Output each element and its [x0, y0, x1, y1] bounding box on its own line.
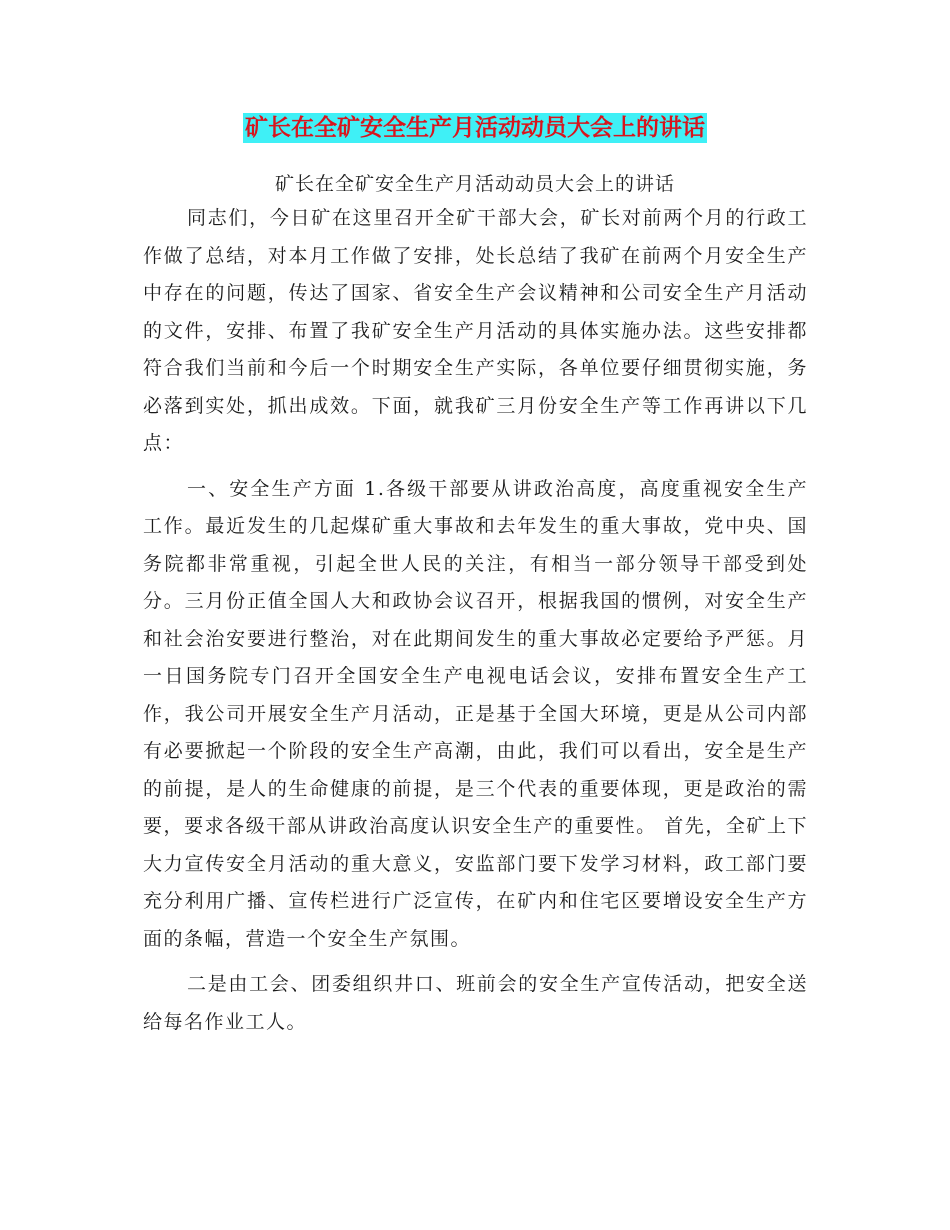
paragraph-3: 二是由工会、团委组织井口、班前会的安全生产宣传活动，把安全送给每名作业工人。: [143, 973, 808, 1033]
title-container: [0, 113, 950, 143]
document-body: [143, 200, 808, 1041]
paragraph-2: 一、安全生产方面 1.各级干部要从讲政治高度，高度重视安全生产工作。最近发生的几起煤矿重大事故和去年发生的重大事故，党中央、国务院都非常重视，引起全世人民的关注，有相当一部分领导干部受到处分。三月份正值全国人大和政协会议召开，根据我国的惯例，对安全生产和社会治安要进行整治，对在此期间发生的重大事故必定要给予严惩。月一日国务院专门召开全国安全生产电视电话会议，安排布置安全生产工作，我公司开展安全生产月活动，正是基于全国大环境，更是从公司内部有必要掀起一个阶段的安全生产高潮，由此，我们可以看出，安全是生产的前提，是人的生命健康的前提，是三个代表的重要体现，更是政治的需要，要求各级干部从讲政治高度认识安全生产的重要性。 首先，全矿上下大力宣传安全月活动的重大意义，安监部门要下发学习材料，政工部门要充分利用广播、宣传栏进行广泛宣传，在矿内和住宅区要增设安全生产方面的条幅，营造一个安全生产氛围。: [143, 477, 808, 950]
document-title: 矿长在全矿安全生产月活动动员大会上的讲话: [245, 115, 705, 141]
document-subtitle: 矿长在全矿安全生产月活动动员大会上的讲话: [274, 173, 675, 195]
paragraph-1: 同志们，今日矿在这里召开全矿干部大会，矿长对前两个月的行政工作做了总结，对本月工作做了安排，处长总结了我矿在前两个月安全生产中存在的问题，传达了国家、省安全生产会议精神和公司安全生产月活动的文件，安排、布置了我矿安全生产月活动的具体实施办法。这些安排都符合我们当前和今后一个时期安全生产实际，各单位要仔细贯彻实施，务必落到实处，抓出成效。下面，就我矿三月份安全生产等工作再讲以下几点：: [143, 207, 808, 454]
